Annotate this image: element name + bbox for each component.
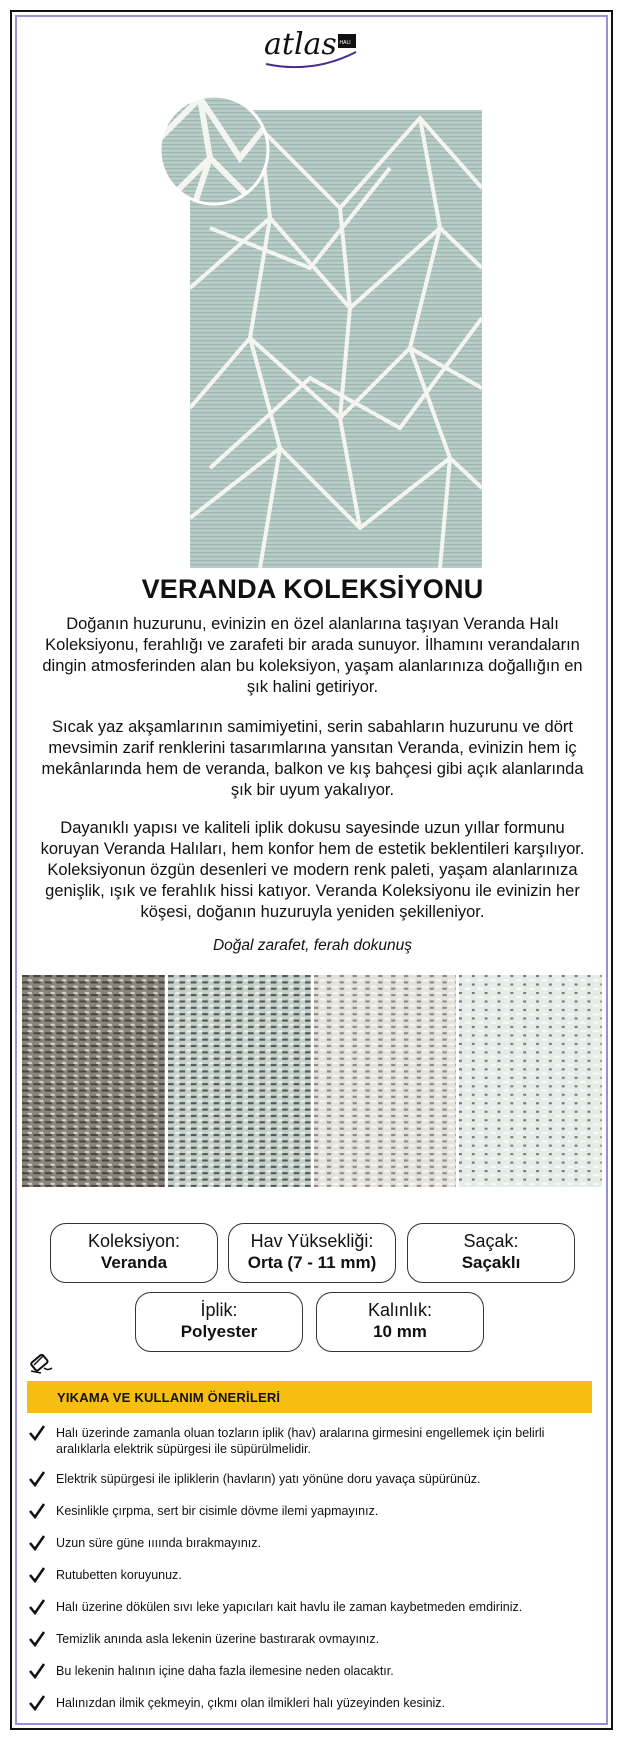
wash-care-icon [28, 1349, 54, 1375]
care-header [27, 1381, 592, 1413]
spec-collection-value: Veranda [100, 1253, 168, 1272]
spec-collection-label: Koleksiyon: [87, 1231, 181, 1251]
spec-fringe [407, 1223, 575, 1283]
tip-text: Halınızdan ilmik çekmeyin, çıkmı olan ilmikleri halı yüzeyinden kesiniz. [56, 1696, 446, 1710]
care-title: YIKAMA VE KULLANIM ÖNERİLERİ [57, 1390, 281, 1405]
tip-text: Uzun süre güne ıııında bırakmayınız. [56, 1536, 261, 1550]
spec-yarn-value: Polyester [180, 1322, 258, 1341]
tip-text: Bu lekenin halının içine daha fazla ilemesine neden olacaktır. [56, 1664, 394, 1678]
svg-text:atlas: atlas [264, 27, 337, 62]
tip-text: Halı üzerinde zamanla oluan tozların iplik (hav) aralarına girmesini engellemek için belirli aralıklarla elektrik süpürgesi ile süpürülmelidir. [56, 1426, 545, 1456]
tip-text: Temizlik anında asla lekenin üzerine bastırarak ovmayınız. [56, 1632, 380, 1646]
checkmark-icon [28, 1470, 46, 1488]
rug-product-image [150, 88, 482, 568]
checkmark-icon [28, 1598, 46, 1616]
swatch-dark-beige [22, 975, 165, 1187]
checkmark-icon [28, 1630, 46, 1648]
checkmark-icon [28, 1694, 46, 1712]
spec-thickness [316, 1292, 484, 1352]
checkmark-icon [28, 1502, 46, 1520]
spec-pile-height-value: Orta (7 - 11 mm) [247, 1253, 377, 1272]
checkmark-icon [28, 1566, 46, 1584]
tip-text: Halı üzerine dökülen sıvı leke yapıcıları kait havlu ile zaman kaybetmeden emdiriniz. [56, 1600, 523, 1614]
spec-yarn [135, 1292, 303, 1352]
swatch-light-cream [314, 975, 457, 1187]
spec-pile-height [228, 1223, 396, 1283]
spec-thickness-value: 10 mm [373, 1322, 427, 1341]
checkmark-icon [28, 1662, 46, 1680]
spec-yarn-label: İplik: [200, 1300, 238, 1320]
checkmark-icon [28, 1534, 46, 1552]
tip-text: Kesinlikle çırpma, sert bir cisimle dövme ilemi yapmayınız. [56, 1504, 379, 1518]
tip-text: Rutubetten koruyunuz. [56, 1568, 182, 1582]
swatch-mint-white [459, 975, 602, 1187]
spec-collection [50, 1223, 218, 1283]
spec-pile-height-label: Hav Yüksekliği: [250, 1231, 374, 1251]
swatch-grey-green [168, 975, 311, 1187]
spec-fringe-value: Saçaklı [461, 1253, 521, 1272]
tip-text: Elektrik süpürgesi ile ipliklerin (havların) yatı yönüne doru yavaça süpürünüz. [56, 1472, 481, 1486]
durability-paragraph: Dayanıklı yapısı ve kaliteli iplik dokusu sayesinde uzun yıllar formunu koruyan Veranda Halıları, hem konfor hem de estetik beklentileri karşılıyor. Koleksiyonun özgün desenleri ve modern renk paleti, yaşam alanlarınıza genişlik, ışık ve ferahlık hissi katıyor. Veranda Koleksiyonu ile evinizin her köşesi, doğanın huzuruyla yeniden şekilleniyor. [40, 819, 585, 921]
spec-fringe-label: Saçak: [463, 1231, 519, 1251]
intro-paragraph: Doğanın huzurunu, evinizin en özel alanlarına taşıyan Veranda Halı Koleksiyonu, ferahlığı ve zarafeti bir arada sunuyor. İlhamını verandaların dingin atmosferinden alan bu koleksiyon, yaşam alanlarınıza doğallığın en şık halini getiriyor. [42, 615, 583, 696]
color-swatches [22, 975, 602, 1187]
svg-text:HALI: HALI [339, 40, 351, 46]
seasons-paragraph: Sıcak yaz akşamlarının samimiyetini, serin sabahların huzurunu ve dört mevsimin zarif renklerini tasarımlarına yansıtan Veranda, evinizin hem iç mekânlarında hem de veranda, balkon ve kış bahçesi gibi açık alanlarında şık bir uyum yakalıyor. [41, 718, 584, 799]
checkmark-icon [28, 1424, 46, 1442]
tagline: Doğal zarafet, ferah dokunuş [212, 937, 413, 954]
collection-title: VERANDA KOLEKSİYONU [141, 574, 484, 604]
spec-thickness-label: Kalınlık: [367, 1300, 433, 1320]
brand-logo [258, 22, 368, 72]
